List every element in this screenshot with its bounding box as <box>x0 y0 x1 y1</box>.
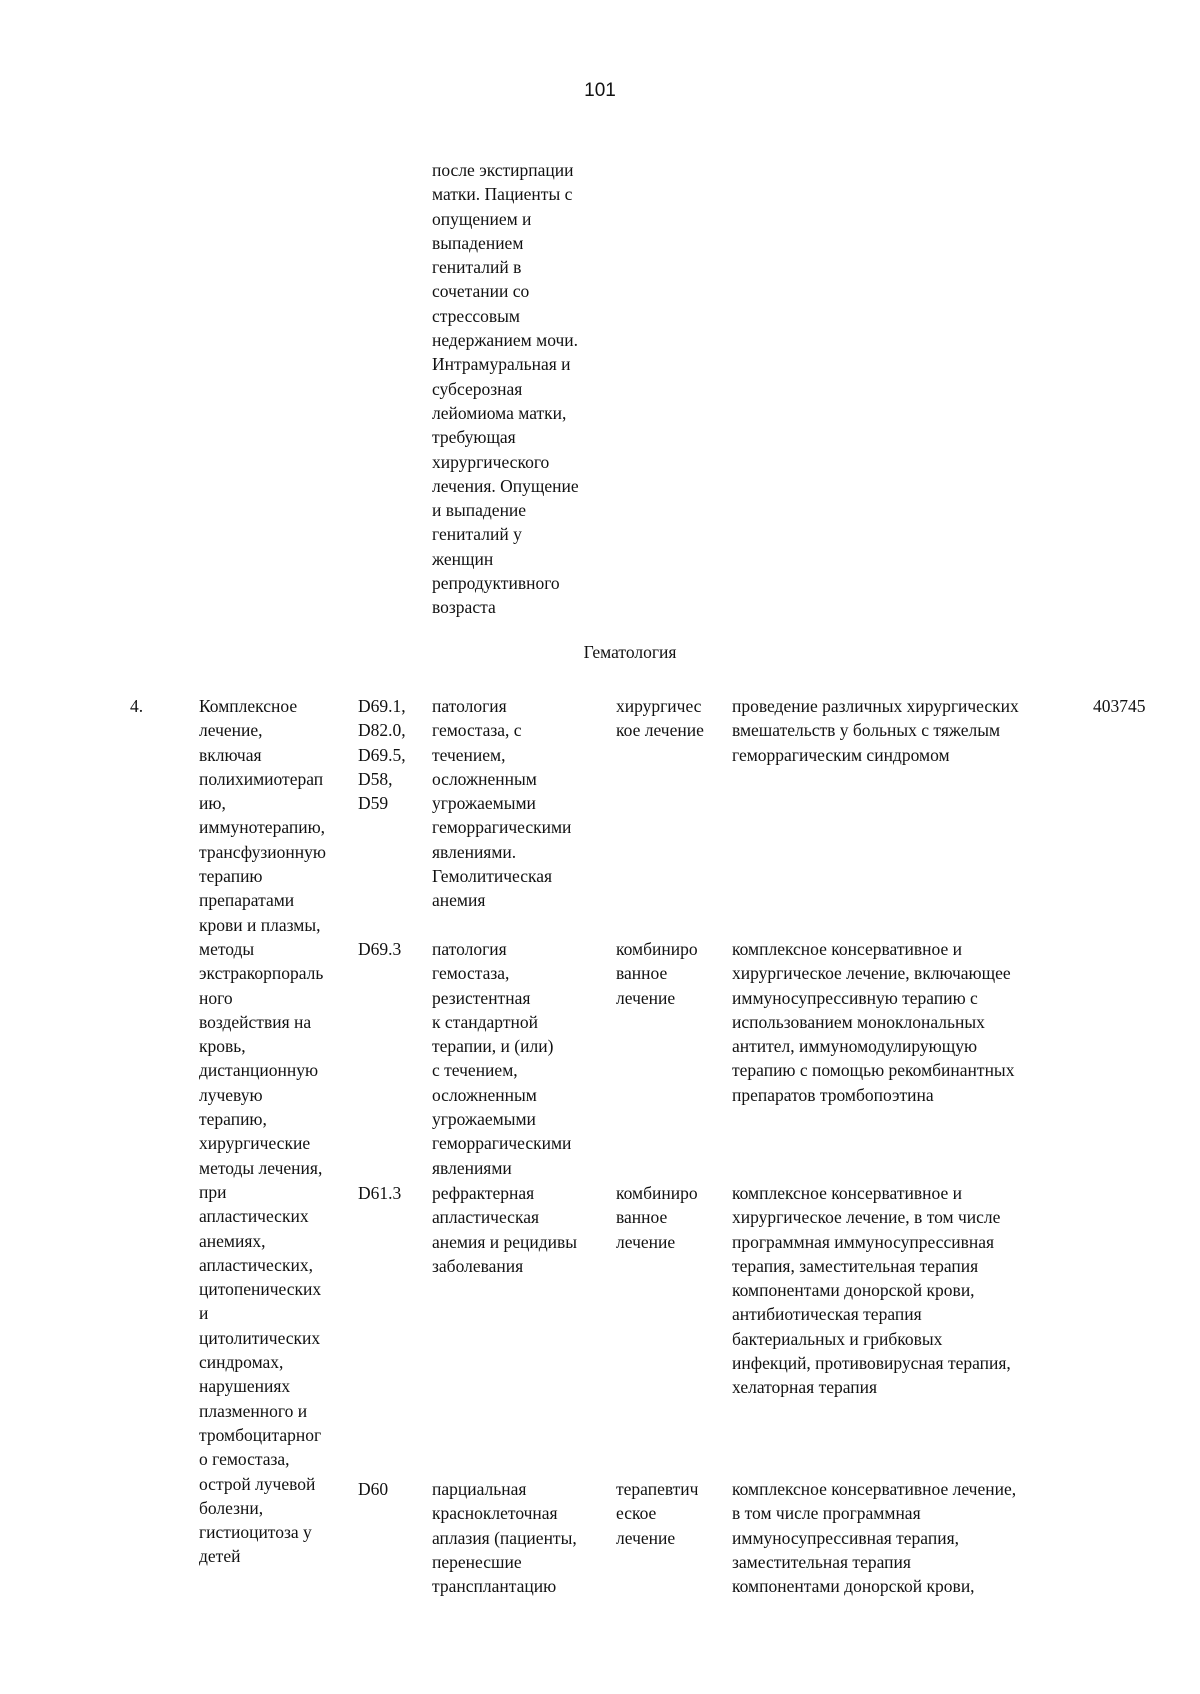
row-4-method: комплексное консервативное лечение, в том числе программная иммуносупрессивная терапия, заместительная терапия компонентами донорской крови, <box>732 1479 1017 1597</box>
page-number: 101 <box>584 80 616 101</box>
continuation-model-text: после экстирпации матки. Пациенты с опущением и выпадением гениталий в сочетании со стрессовым недержанием мочи. Интрамуральная и субсерозная лейомиома матки, требующая хирургического лечения. Опущение и выпадение гениталий у женщин репродуктивного возраста <box>432 160 579 618</box>
entry-cost: 403745 <box>1093 696 1146 716</box>
row-1-method: проведение различных хирургических вмешательств у больных с тяжелым геморрагическим синдромом <box>732 696 1019 765</box>
row-3-codes: D61.3 <box>358 1183 402 1203</box>
row-1-codes: D69.1, D82.0, D69.5, D58, D59 <box>358 696 406 814</box>
row-3-model: рефрактерная апластическая анемия и рецидивы заболевания <box>432 1183 578 1276</box>
row-2-method: комплексное консервативное и хирургическое лечение, включающее иммуносупрессивную терапию с использованием моноклональных антител, иммуномодулирующую терапию с помощью рекомбинантных препаратов тромбопоэтина <box>732 939 1015 1105</box>
row-2-codes: D69.3 <box>358 939 402 959</box>
row-1-model: патология гемостаза, с течением, осложненным угрожаемыми геморрагическими явлениями. Гемолитическая анемия <box>432 696 572 911</box>
row-1-treatment-type: хирургичес кое лечение <box>616 696 704 741</box>
section-heading: Гематология <box>583 642 677 662</box>
row-4-codes: D60 <box>358 1479 389 1499</box>
row-3-treatment-type: комбиниро ванное лечение <box>616 1183 698 1252</box>
entry-number: 4. <box>130 696 144 716</box>
row-4-model: парциальная красноклеточная аплазия (пациенты, перенесшие трансплантацию <box>432 1479 577 1597</box>
row-2-model: патология гемостаза, резистентная к стандартной терапии, и (или) с течением, осложненным угрожаемыми геморрагическими явлениями <box>432 939 572 1178</box>
row-3-method: комплексное консервативное и хирургическое лечение, в том числе программная иммуносупрессивная терапия, заместительная терапия компонентами донорской крови, антибиотическая терапия бактериальных и грибковых инфекций, противовирусная терапия, хелаторная терапия <box>732 1183 1011 1398</box>
row-2-treatment-type: комбиниро ванное лечение <box>616 939 698 1008</box>
entry-care-name: Комплексное лечение, включая полихимиотерап ию, иммунотерапию, трансфузионную терапию препаратами крови и плазмы, методы экстракорпораль ного воздействия на кровь, дистанционную лучевую терапию, хирургические методы лечения, при апластических анемиях, апластических, цитопенических и цитолитических синдромах, нарушениях плазменного и тромбоцитарног о гемостаза, острой лучевой болезни, гистиоцитоза у детей <box>199 696 326 1567</box>
row-4-treatment-type: терапевтич еское лечение <box>616 1479 699 1548</box>
